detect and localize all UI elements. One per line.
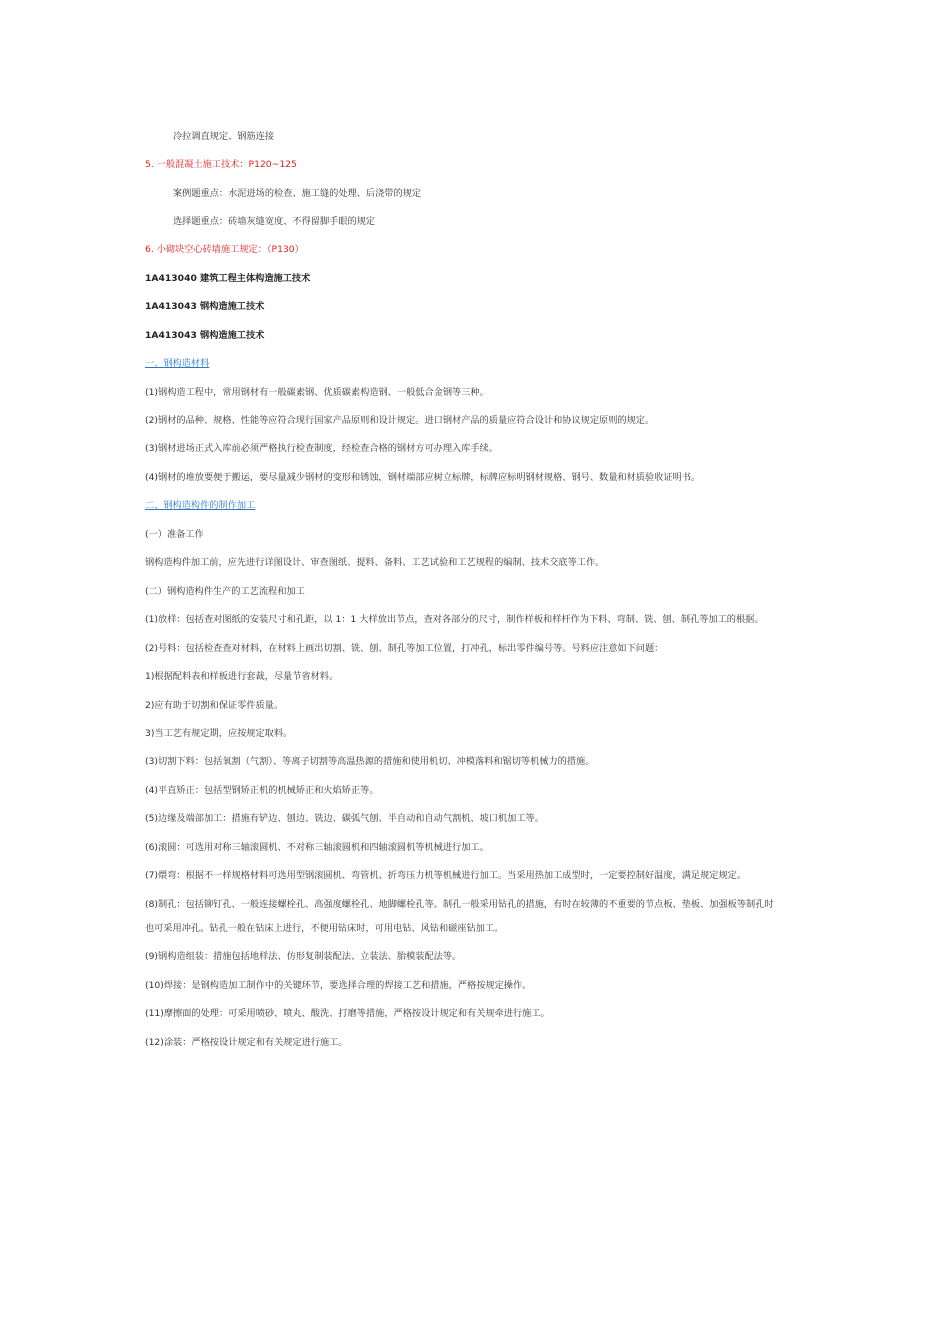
text-line-steel-bar-cold-drawing: 冷拉调直规定、钢筋连接 xyxy=(173,131,275,142)
subheading-preparation: (一）准备工作 xyxy=(145,529,204,540)
heading-concrete-construction: 5. 一般混凝土施工技术：P120~125 xyxy=(145,159,297,170)
paragraph-material-marking: (2)号料：包括检查查对材料，在材料上画出切割、铣、刨、制孔等加工位置，打冲孔，标出零件编号等。号料应注意如下问题： xyxy=(145,643,664,654)
paragraph-cutting: (3)切割下料：包括氧割（气割）、等离子切割等高温热源的措施和使用机切、冲模落料和锯切等机械力的措施。 xyxy=(145,756,595,767)
subheading-process-flow: (二）钢构造构件生产的工艺流程和加工 xyxy=(145,586,305,597)
paragraph-drilling: (8)制孔：包括铆钉孔、一般连接螺栓孔、高强度螺栓孔、地脚螺栓孔等。制孔一般采用钻孔的措施，有时在较薄的不重要的节点板、垫板、加强板等制孔时 xyxy=(145,899,774,910)
list-item-process-rule: 3)当工艺有规定期，应按规定取料。 xyxy=(145,728,293,739)
paragraph-straightening: (4)平直矫正：包括型钢矫正机的机械矫正和火焰矫正等。 xyxy=(145,785,379,796)
link-steel-materials[interactable]: 一、钢构造材料 xyxy=(145,358,210,369)
section-title-1A413043-second: 1A413043 钢构造施工技术 xyxy=(145,330,265,341)
paragraph-item-4: (4)钢材的堆放要便于搬运，要尽量减少钢材的变形和锈蚀，钢材端部应树立标牌，标牌应标明钢材规格、钢号、数量和材质验收证明书。 xyxy=(145,472,701,483)
heading-small-block-wall: 6. 小砌块空心砖墙施工规定：（P130） xyxy=(145,244,304,255)
text-line-case-key-points: 案例题重点：水泥进场的检查、施工缝的处理、后浇带的规定 xyxy=(173,188,422,199)
paragraph-layout-marking: (1)放样：包括查对图纸的安装尺寸和孔距，以 1：1 大样放出节点，查对各部分的尺寸，制作样板和样杆作为下料、弯制、铣、刨、制孔等加工的根据。 xyxy=(145,614,764,625)
section-title-1A413040: 1A413040 建筑工程主体构造施工技术 xyxy=(145,273,311,284)
paragraph-item-1: (1)钢构造工程中，常用钢材有一般碳素钢、优质碳素构造钢、一般低合金钢等三种。 xyxy=(145,387,489,398)
paragraph-drilling-continued: 也可采用冲孔。钻孔一般在钻床上进行，不便用钻床时，可用电钻、风钻和磁座钻加工。 xyxy=(145,923,504,934)
paragraph-preparation: 钢构造构件加工前，应先进行详图设计、审查图纸、提料、备料、工艺试验和工艺规程的编制、技术交底等工作。 xyxy=(145,557,605,568)
list-item-cutting-quality: 2)应有助于切割和保证零件质量。 xyxy=(145,700,284,711)
list-item-nesting: 1)根据配料表和样板进行套裁，尽量节省材料。 xyxy=(145,671,339,682)
paragraph-edge-processing: (5)边缘及端部加工：措施有铲边、刨边、铣边、碳弧气刨、半自动和自动气割机、坡口机加工等。 xyxy=(145,813,544,824)
paragraph-rolling: (6)滚圆：可选用对称三轴滚圆机、不对称三轴滚圆机和四轴滚圆机等机械进行加工。 xyxy=(145,842,489,853)
paragraph-coating: (12)涂装：严格按设计规定和有关规定进行施工。 xyxy=(145,1037,348,1048)
paragraph-welding: (10)焊接：是钢构造加工制作中的关键环节，要选择合理的焊接工艺和措施，严格按规定操作。 xyxy=(145,980,532,991)
section-title-1A413043-first: 1A413043 钢构造施工技术 xyxy=(145,301,265,312)
paragraph-bending: (7)煨弯：根据不一样规格材料可选用型钢滚圆机、弯管机、折弯压力机等机械进行加工。当采用热加工成型时，一定要控制好温度，满足规定规定。 xyxy=(145,870,747,881)
paragraph-friction-surface: (11)摩擦面的处理：可采用喷砂、喷丸、酸洗、打磨等措施，严格按设计规定和有关规牵进行施工。 xyxy=(145,1008,550,1019)
paragraph-item-3: (3)钢材进场正式入库前必须严格执行检查制度，经检查合格的钢材方可办理入库手续。 xyxy=(145,443,498,454)
link-steel-component-fabrication[interactable]: 二、钢构造构件的制作加工 xyxy=(145,500,256,511)
paragraph-item-2: (2)钢材的品种、规格、性能等应符合现行国家产品原则和设计规定。进口钢材产品的质量应符合设计和协议规定原则的规定。 xyxy=(145,415,655,426)
text-line-choice-key-points: 选择题重点：砖墙灰缝宽度、不得留脚手眼的规定 xyxy=(173,216,376,227)
paragraph-assembly: (9)钢构造组装：措施包括地样法、仿形复制装配法、立装法、胎模装配法等。 xyxy=(145,951,462,962)
